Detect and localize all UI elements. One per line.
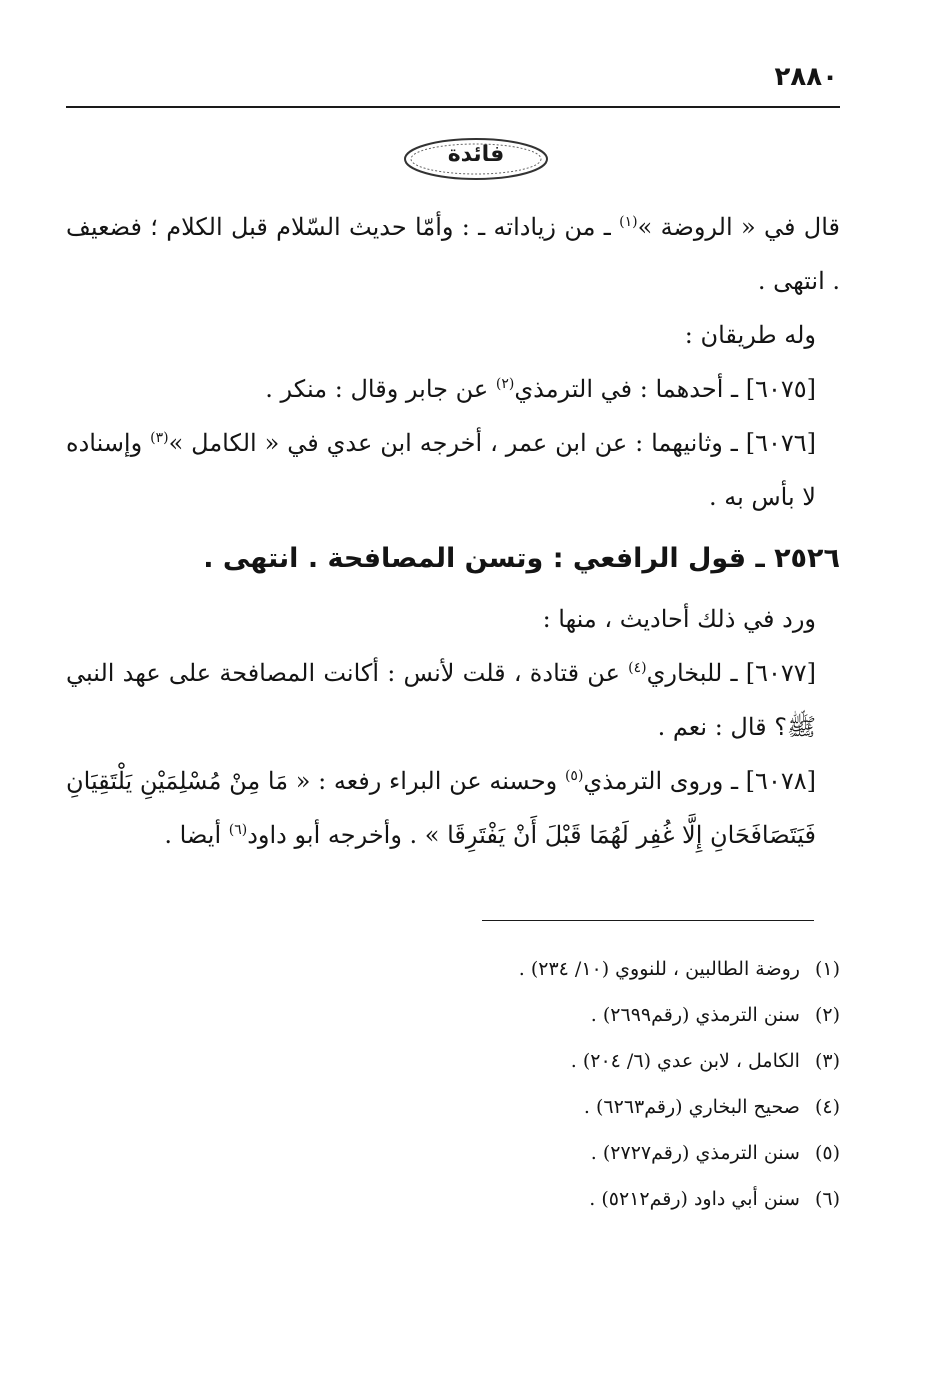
footnote: (٦) سنن أبي داود (رقم٥٢١٢) .	[589, 1188, 840, 1210]
paragraph: ورد في ذلك أحاديث ، منها :	[542, 605, 816, 633]
footnote-ref: (٤)	[628, 660, 647, 676]
footnote: (٥) سنن الترمذي (رقم٢٧٢٧) .	[590, 1142, 840, 1164]
paragraph: [٦٠٧٥] ـ أحدهما : في الترمذي$^{(٢)}$ عن جابر وقال : منكر .	[265, 375, 816, 403]
footnote-ref: (٣)	[150, 430, 169, 446]
footnote: (١) روضة الطالبين ، للنووي (١٠/ ٢٣٤) .	[518, 958, 840, 980]
footnote-ref: (٢)	[495, 376, 515, 392]
footnote-ref: (٦)	[228, 822, 248, 838]
footnote: (٣) الكامل ، لابن عدي (٦/ ٢٠٤) .	[570, 1050, 840, 1072]
paragraph: [٦٠٧٦] ـ وثانيهما : عن ابن عمر ، أخرجه ابن عدي في « الكامل »$^{(٣)}$ وإسناده لا بأس به .	[66, 429, 817, 511]
paragraph: قال في « الروضة »$^{(١)}$ ـ من زياداته ـ : وأمّا حديث السّلام قبل الكلام ؛ فضعيف . انتهى .	[66, 213, 840, 295]
footnotes	[200, 946, 840, 1222]
footnote-ref: (٥)	[564, 768, 584, 784]
header-rule	[66, 106, 840, 108]
footnote: (٤) صحيح البخاري (رقم٦٢٦٣) .	[583, 1096, 840, 1118]
section-heading: ٢٥٢٦ ـ قول الرافعي : وتسن المصافحة . انتهى .	[203, 543, 840, 574]
paragraph: وله طريقان :	[684, 321, 816, 349]
main-text	[66, 200, 840, 862]
badge-label: فائدة	[447, 142, 505, 167]
footnote-separator	[482, 920, 814, 921]
paragraph: [٦٠٧٨] ـ وروى الترمذي$^{(٥)}$ وحسنه عن البراء رفعه : « مَا مِنْ مُسْلِمَيْنِ يَلْتَقِيَانِ فَيَتَصَافَحَانِ إِلَّا غُفِر لَهُمَا قَبْلَ أَنْ يَفْتَرِقَا » . وأخرجه أبو داود$^{(٦)}$ أيضا .	[66, 767, 816, 849]
footnote: (٢) سنن الترمذي (رقم٢٦٩٩) .	[590, 1004, 840, 1026]
paragraph: [٦٠٧٧] ـ للبخاري$^{(٤)}$ عن قتادة ، قلت لأنس : أكانت المصافحة على عهد النبي ﷺ؟ قال : نعم .	[66, 659, 816, 741]
footnote-ref: (١)	[619, 214, 638, 230]
page-number: ٢٨٨٠	[774, 62, 838, 92]
